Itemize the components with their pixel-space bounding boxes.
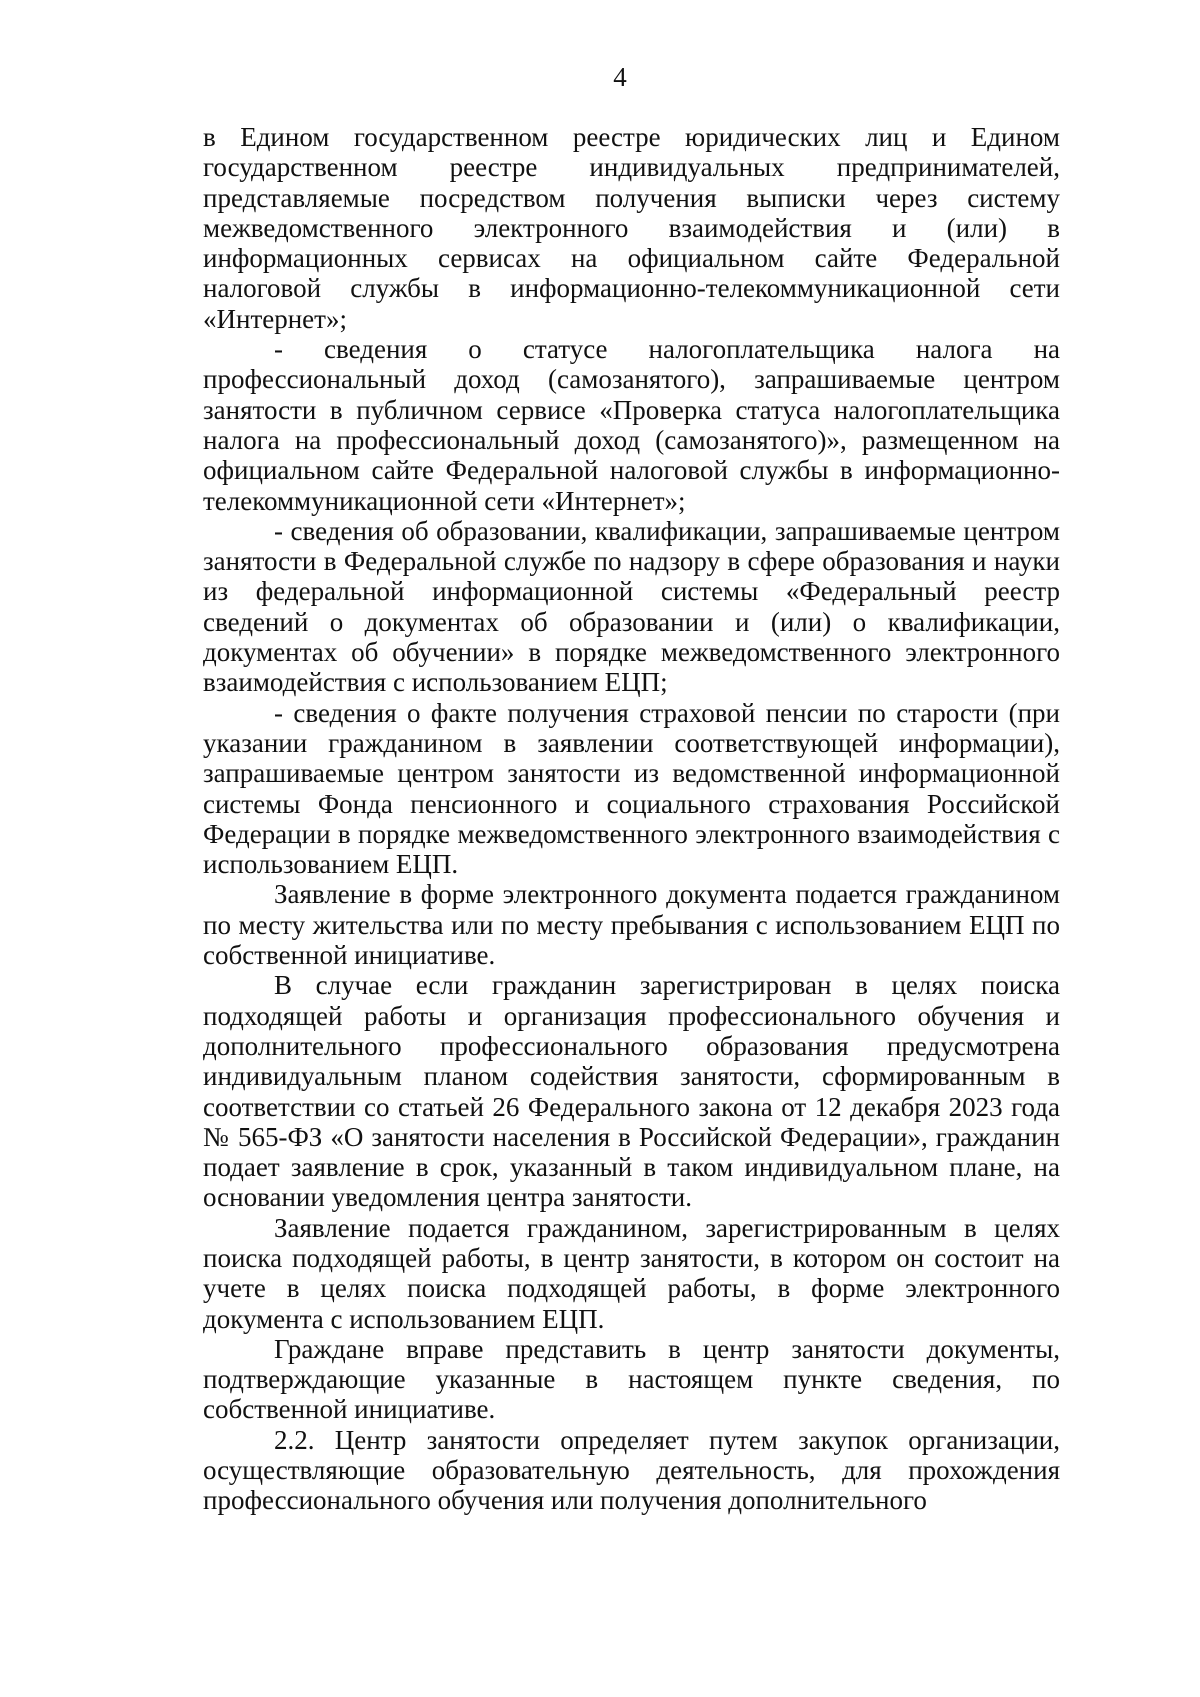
paragraph-education-info: - сведения об образовании, квалификации, запрашиваемые центром занятости в Федеральной службе по надзору в сфере образования и науки из федеральной информационной системы «Федеральный реестр сведений о документах об образовании и (или) о квалификации, документах об обучении» в порядке межведомственного электронного взаимодействия с использованием ЕЦП; xyxy=(203,515,1060,698)
paragraph-application-submission: Заявление подается гражданином, зарегистрированным в целях поиска подходящей работы, в центр занятости, в котором он состоит на учете в целях поиска подходящей работы, в форме электронного документа с использованием ЕЦП. xyxy=(203,1212,1060,1334)
paragraph-pension-info: - сведения о факте получения страховой пенсии по старости (при указании гражданином в заявлении соответствующей информации), запрашиваемые центром занятости из ведомственной информационной системы Фонда пенсионного и социального страхования Российской Федерации в порядке межведомственного электронного взаимодействия с использованием ЕЦП. xyxy=(203,697,1060,880)
paragraph-clause-2-2: 2.2. Центр занятости определяет путем закупок организации, осуществляющие образовательную деятельность, для прохождения профессионального обучения или получения дополнительного xyxy=(203,1424,1060,1516)
page-number: 4 xyxy=(613,62,627,92)
document-body xyxy=(203,122,1060,1516)
paragraph-self-employed-status: - сведения о статусе налогоплательщика налога на профессиональный доход (самозанятого), запрашиваемые центром занятости в публичном сервисе «Проверка статуса налогоплательщика налога на профессиональный доход (самозанятого)», размещенном на официальном сайте Федеральной налоговой службы в информационно-телекоммуникационной сети «Интернет»; xyxy=(203,334,1060,516)
paragraph-egrul-continuation: в Едином государственном реестре юридических лиц и Едином государственном реестре индивидуальных предпринимателей, представляемые посредством получения выписки через систему межведомственного электронного взаимодействия и (или) в информационных сервисах на официальном сайте Федеральной налоговой службы в информационно-телекоммуникационной сети «Интернет»; xyxy=(203,122,1060,334)
paragraph-registered-citizen: В случае если гражданин зарегистрирован в целях поиска подходящей работы и организация профессионального обучения и дополнительного профессионального образования предусмотрена индивидуальным планом содействия занятости, сформированным в соответствии со статьей 26 Федерального закона от 12 декабря 2023 года № 565-ФЗ «О занятости населения в Российской Федерации», гражданин подает заявление в срок, указанный в таком индивидуальном плане, на основании уведомления центра занятости. xyxy=(203,970,1060,1213)
paragraph-documents-right: Граждане вправе представить в центр занятости документы, подтверждающие указанные в настоящем пункте сведения, по собственной инициативе. xyxy=(203,1333,1060,1425)
paragraph-electronic-application: Заявление в форме электронного документа подается гражданином по месту жительства или по месту пребывания с использованием ЕЦП по собственной инициативе. xyxy=(203,879,1060,971)
